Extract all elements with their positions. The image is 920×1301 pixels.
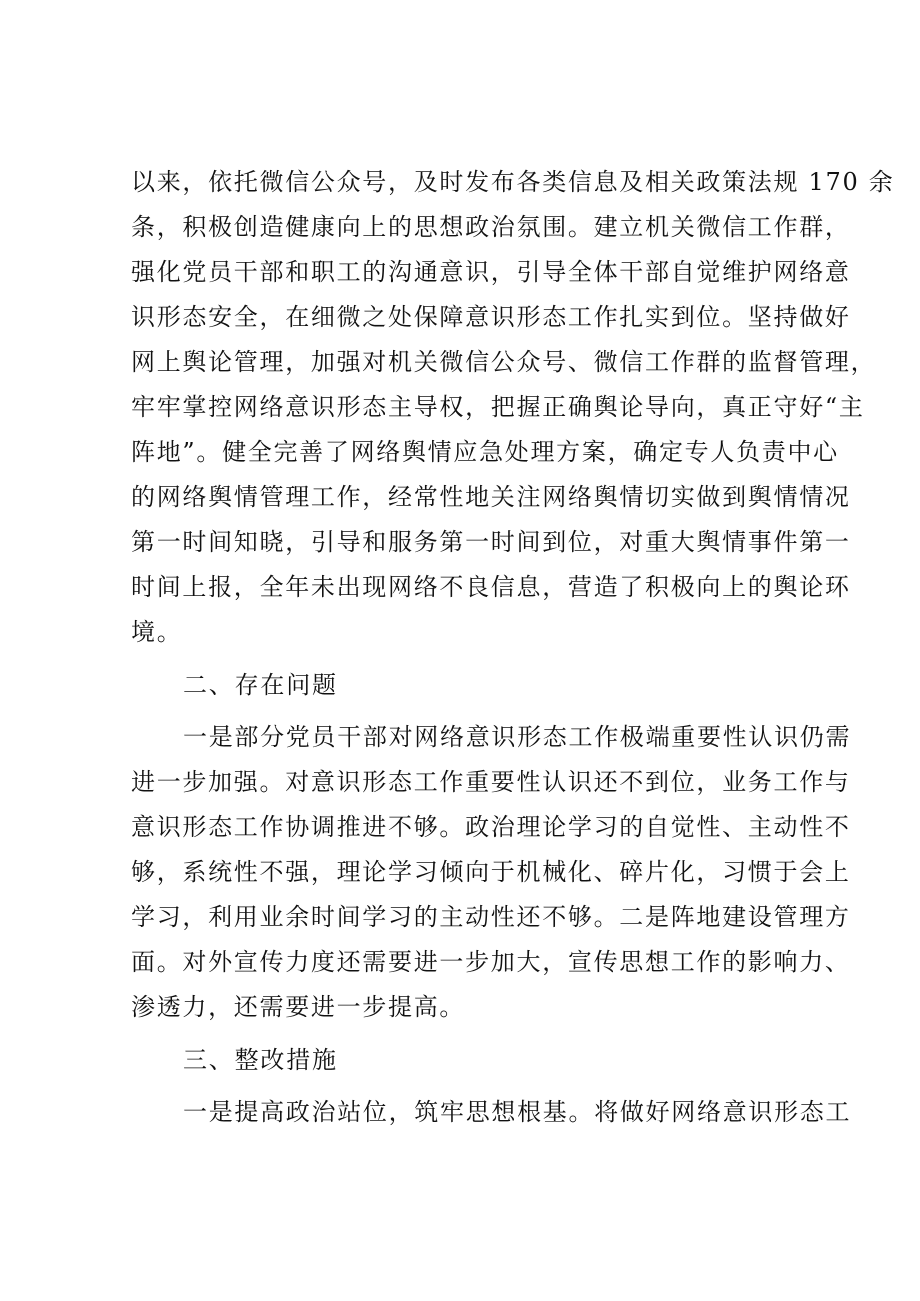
paragraph-1-line-8: 的网络舆情管理工作，经常性地关注网络舆情切实做到舆情情况 (131, 483, 851, 511)
paragraph-2-line-5: 学习，利用业余时间学习的主动性还不够。二是阵地建设管理方 (131, 903, 851, 931)
paragraph-1-line-6: 牢牢掌控网络意识形态主导权，把握正确舆论导向，真正守好“主 (131, 393, 865, 421)
paragraph-1-line-11: 境。 (131, 618, 183, 646)
paragraph-1-line-3: 强化党员干部和职工的沟通意识，引导全体干部自觉维护网络意 (131, 258, 851, 286)
paragraph-1-line-1: 以来，依托微信公众号，及时发布各类信息及相关政策法规 170 余 (131, 168, 895, 196)
paragraph-1-line-10: 时间上报，全年未出现网络不良信息，营造了积极向上的舆论环 (131, 573, 851, 601)
section-heading-measures: 三、整改措施 (183, 1046, 338, 1074)
paragraph-2-line-2: 进一步加强。对意识形态工作重要性认识还不到位，业务工作与 (131, 768, 851, 796)
paragraph-1-line-4: 识形态安全，在细微之处保障意识形态工作扎实到位。坚持做好 (131, 303, 851, 331)
paragraph-1-line-9: 第一时间知晓，引导和服务第一时间到位，对重大舆情事件第一 (131, 528, 851, 556)
paragraph-1-line-5: 网上舆论管理，加强对机关微信公众号、微信工作群的监督管理， (131, 348, 877, 376)
paragraph-2-line-3: 意识形态工作协调推进不够。政治理论学习的自觉性、主动性不 (131, 813, 851, 841)
section-heading-problems: 二、存在问题 (183, 671, 338, 699)
paragraph-2-line-1: 一是部分党员干部对网络意识形态工作极端重要性认识仍需 (183, 723, 852, 751)
paragraph-2-line-4: 够，系统性不强，理论学习倾向于机械化、碎片化，习惯于会上 (131, 858, 851, 886)
paragraph-2-line-7: 渗透力，还需要进一步提高。 (131, 993, 466, 1021)
paragraph-1-line-2: 条，积极创造健康向上的思想政治氛围。建立机关微信工作群， (131, 213, 851, 241)
paragraph-1-line-7: 阵地”。健全完善了网络舆情应急处理方案，确定专人负责中心 (131, 438, 839, 466)
paragraph-3-line-1: 一是提高政治站位，筑牢思想根基。将做好网络意识形态工 (183, 1098, 852, 1126)
paragraph-2-line-6: 面。对外宣传力度还需要进一步加大，宣传思想工作的影响力、 (131, 948, 851, 976)
